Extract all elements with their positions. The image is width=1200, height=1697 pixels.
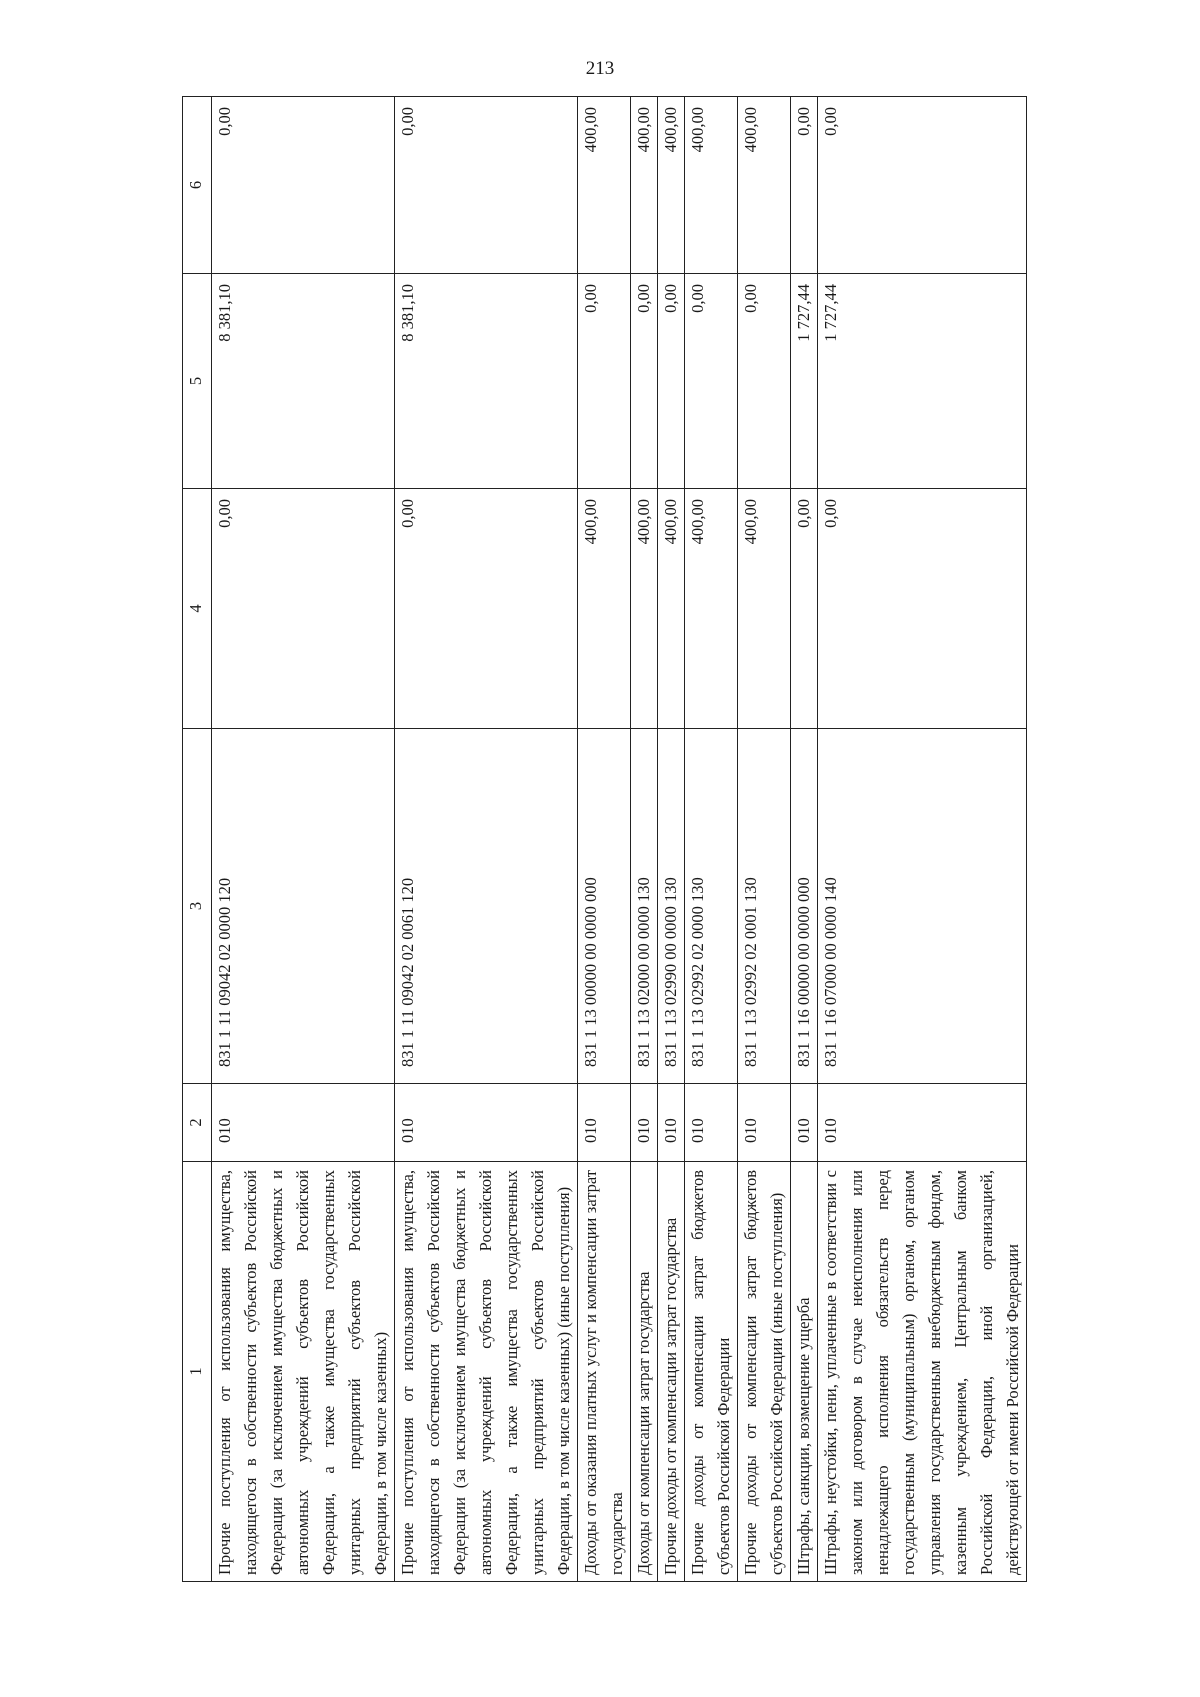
row-col5-value: 1 727,44: [818, 274, 1027, 489]
row-kbk-code: 831 1 13 02990 00 0000 130: [658, 729, 685, 1084]
row-col6-value: 0,00: [791, 97, 818, 274]
table-row: [791, 97, 818, 1582]
row-col4-value: 400,00: [578, 489, 631, 729]
row-col6-value: 400,00: [631, 97, 658, 274]
row-name: Доходы от оказания платных услуг и компенсации затрат государства: [578, 1162, 631, 1582]
row-admin-code: 010: [212, 1084, 395, 1162]
row-col6-value: 400,00: [578, 97, 631, 274]
row-col6-value: 400,00: [685, 97, 738, 274]
table-row: [578, 97, 631, 1582]
row-col6-value: 0,00: [818, 97, 1027, 274]
header-col-1: 1: [183, 1162, 212, 1582]
row-name: Прочие доходы от компенсации затрат бюджетов субъектов Российской Федерации (иные поступления): [738, 1162, 791, 1582]
row-kbk-code: 831 1 11 09042 02 0061 120: [395, 729, 578, 1084]
row-col5-value: 0,00: [658, 274, 685, 489]
row-col5-value: 1 727,44: [791, 274, 818, 489]
row-admin-code: 010: [578, 1084, 631, 1162]
rotated-table-container: [182, 97, 1142, 1582]
row-name: Прочие доходы от компенсации затрат государства: [658, 1162, 685, 1582]
header-col-5: 5: [183, 274, 212, 489]
row-col5-value: 0,00: [685, 274, 738, 489]
row-col4-value: 0,00: [818, 489, 1027, 729]
row-kbk-code: 831 1 16 00000 00 0000 000: [791, 729, 818, 1084]
table-row: [212, 97, 395, 1582]
table-row: [658, 97, 685, 1582]
row-col4-value: 400,00: [738, 489, 791, 729]
row-admin-code: 010: [738, 1084, 791, 1162]
table-row: [631, 97, 658, 1582]
table-row: [738, 97, 791, 1582]
row-col4-value: 400,00: [631, 489, 658, 729]
row-kbk-code: 831 1 13 00000 00 0000 000: [578, 729, 631, 1084]
row-col5-value: 8 381,10: [395, 274, 578, 489]
row-kbk-code: 831 1 11 09042 02 0000 120: [212, 729, 395, 1084]
row-name: Доходы от компенсации затрат государства: [631, 1162, 658, 1582]
row-col6-value: 0,00: [212, 97, 395, 274]
row-col6-value: 400,00: [658, 97, 685, 274]
row-name: Прочие поступления от использования имущества, находящегося в собственности субъектов Российской Федерации (за исключением имущества бюджетных и автономных учреждений субъектов Российской Федерации, а также имущества государственных унитарных предприятий субъектов Российской Федерации, в том числе казенных): [212, 1162, 395, 1582]
table-row: [685, 97, 738, 1582]
row-kbk-code: 831 1 16 07000 00 0000 140: [818, 729, 1027, 1084]
row-kbk-code: 831 1 13 02992 02 0001 130: [738, 729, 791, 1084]
row-name: Штрафы, неустойки, пени, уплаченные в соответствии с законом или договором в случае неисполнения или ненадлежащего исполнения обязательств перед государственным (муниципальным) органом, органом управления государственным внебюджетным фондом, казенным учреждением, Центральным банком Российской Федерации, иной организацией, действующей от имени Российской Федерации: [818, 1162, 1027, 1582]
row-col4-value: 0,00: [212, 489, 395, 729]
row-col4-value: 400,00: [658, 489, 685, 729]
page-number: 213: [585, 58, 615, 79]
row-col5-value: 8 381,10: [212, 274, 395, 489]
row-admin-code: 010: [658, 1084, 685, 1162]
row-name: Прочие поступления от использования имущества, находящегося в собственности субъектов Российской Федерации (за исключением имущества бюджетных и автономных учреждений субъектов Российской Федерации, а также имущества государственных унитарных предприятий субъектов Российской Федерации, в том числе казенных) (иные поступления): [395, 1162, 578, 1582]
header-col-4: 4: [183, 489, 212, 729]
row-col6-value: 0,00: [395, 97, 578, 274]
header-row: [183, 97, 212, 1582]
row-admin-code: 010: [631, 1084, 658, 1162]
revenue-table: [182, 96, 1027, 1582]
row-name: Прочие доходы от компенсации затрат бюджетов субъектов Российской Федерации: [685, 1162, 738, 1582]
row-col5-value: 0,00: [738, 274, 791, 489]
header-col-3: 3: [183, 729, 212, 1084]
row-kbk-code: 831 1 13 02000 00 0000 130: [631, 729, 658, 1084]
table-row: [818, 97, 1027, 1582]
row-col5-value: 0,00: [631, 274, 658, 489]
header-col-2: 2: [183, 1084, 212, 1162]
row-col4-value: 0,00: [791, 489, 818, 729]
row-kbk-code: 831 1 13 02992 02 0000 130: [685, 729, 738, 1084]
row-admin-code: 010: [791, 1084, 818, 1162]
row-name: Штрафы, санкции, возмещение ущерба: [791, 1162, 818, 1582]
table-row: [395, 97, 578, 1582]
row-col5-value: 0,00: [578, 274, 631, 489]
row-col4-value: 400,00: [685, 489, 738, 729]
row-admin-code: 010: [685, 1084, 738, 1162]
header-col-6: 6: [183, 97, 212, 274]
row-col4-value: 0,00: [395, 489, 578, 729]
row-admin-code: 010: [818, 1084, 1027, 1162]
row-col6-value: 400,00: [738, 97, 791, 274]
row-admin-code: 010: [395, 1084, 578, 1162]
